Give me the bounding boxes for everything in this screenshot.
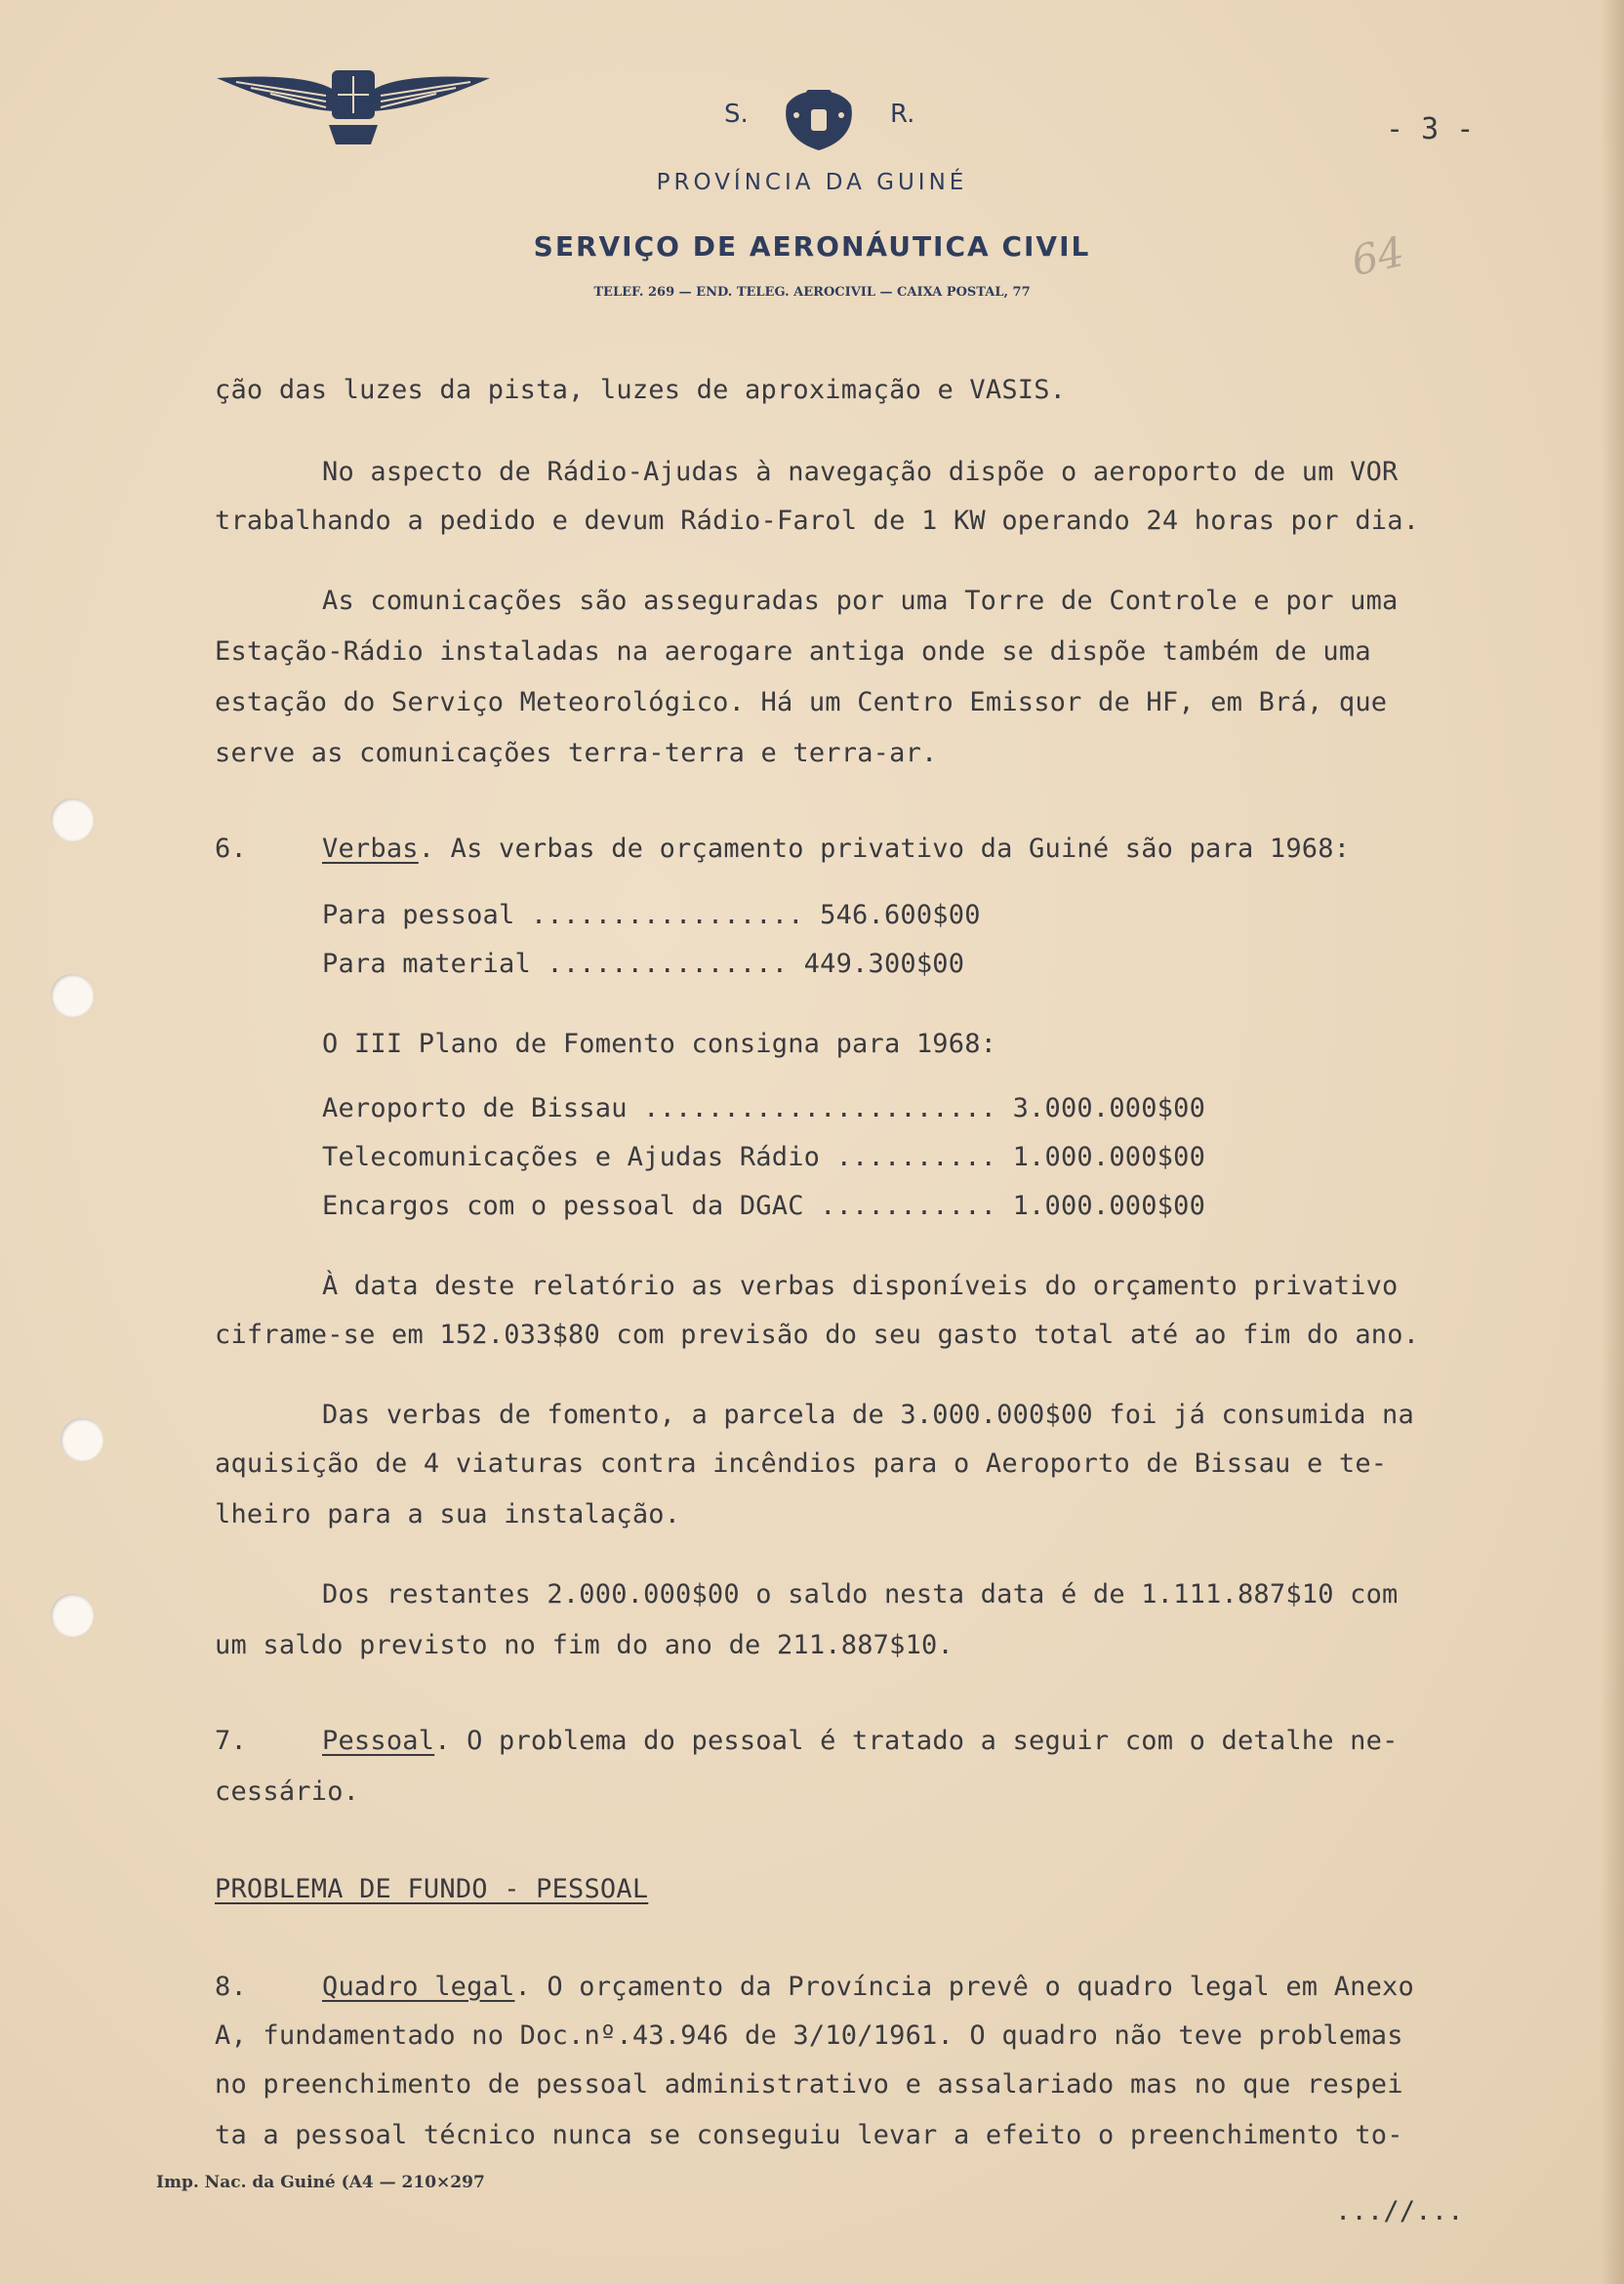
page-number: - 3 - — [1386, 112, 1475, 146]
plan-item: Encargos com o pessoal da DGAC ........... 1.000.000$00 — [322, 1191, 1206, 1221]
budget-item: Para material ............... 449.300$00 — [322, 949, 965, 979]
page-edge-shadow — [1601, 0, 1624, 2284]
body-line: No aspecto de Rádio-Ajudas à navegação dispõe o aeroporto de um VOR — [322, 457, 1399, 487]
section-7-heading — [322, 1726, 1399, 1756]
body-line: À data deste relatório as verbas disponíveis do orçamento privativo — [322, 1271, 1399, 1301]
section-number: 6. — [215, 834, 247, 864]
punch-hole — [61, 1418, 103, 1461]
printer-imprint: Imp. Nac. da Guiné (A4 — 210×297 — [156, 2173, 485, 2192]
body-line: ta a pessoal técnico nunca se conseguiu levar a efeito o preenchimento to- — [215, 2120, 1403, 2150]
continuation-mark: ...//... — [1335, 2196, 1464, 2226]
plan-item: Telecomunicações e Ajudas Rádio .......... 1.000.000$00 — [322, 1142, 1206, 1172]
body-line: lheiro para a sua instalação. — [215, 1499, 681, 1529]
handwritten-folio-number: 64 — [1347, 226, 1408, 286]
punch-hole — [51, 974, 94, 1017]
body-line: ciframe-se em 152.033$80 com previsão do seu gasto total até ao fim do ano. — [215, 1320, 1420, 1350]
plan-heading: O III Plano de Fomento consigna para 1968: — [322, 1029, 997, 1059]
section-title: Verbas — [322, 834, 419, 864]
header-sr-left: S. — [724, 100, 749, 129]
body-line: estação do Serviço Meteorológico. Há um Centro Emissor de HF, em Brá, que — [215, 687, 1388, 717]
header-sr-right: R. — [890, 100, 915, 129]
section-title: Pessoal — [322, 1726, 435, 1756]
budget-item: Para pessoal ................. 546.600$00 — [322, 900, 981, 930]
body-line: Das verbas de fomento, a parcela de 3.000.000$00 foi já consumida na — [322, 1400, 1414, 1430]
body-line: Estação-Rádio instaladas na aerogare antiga onde se dispõe também de uma — [215, 636, 1371, 667]
contact-line: TELEF. 269 — END. TELEG. AEROCIVIL — CAIXA POSTAL, 77 — [593, 285, 1031, 300]
punch-hole — [51, 798, 94, 841]
body-line: As comunicações são asseguradas por uma Torre de Controle e por uma — [322, 586, 1399, 616]
body-line: trabalhando a pedido e devum Rádio-Farol de 1 KW operando 24 horas por dia. — [215, 506, 1420, 536]
section-text: . O problema do pessoal é tratado a seguir com o detalhe ne- — [434, 1726, 1399, 1756]
section-title: Quadro legal — [322, 1972, 515, 2002]
body-line: no preenchimento de pessoal administrativo e assalariado mas no que respei — [215, 2069, 1403, 2100]
section-6-heading — [322, 834, 1350, 864]
body-line: cessário. — [215, 1776, 360, 1807]
plan-item: Aeroporto de Bissau ...................... 3.000.000$00 — [322, 1093, 1206, 1123]
province-title: PROVÍNCIA DA GUINÉ — [656, 170, 968, 195]
body-line: serve as comunicações terra-terra e terra-ar. — [215, 738, 938, 768]
body-line: Dos restantes 2.000.000$00 o saldo nesta data é de 1.111.887$10 com — [322, 1579, 1399, 1610]
service-title: SERVIÇO DE AERONÁUTICA CIVIL — [533, 230, 1091, 263]
coat-of-arms-icon — [777, 86, 861, 154]
aeronautics-wing-emblem — [217, 61, 490, 153]
body-line: um saldo previsto no fim do ano de 211.887$10. — [215, 1630, 954, 1660]
section-number: 7. — [215, 1726, 247, 1756]
problem-heading: PROBLEMA DE FUNDO - PESSOAL — [215, 1874, 649, 1904]
body-line: aquisição de 4 viaturas contra incêndios para o Aeroporto de Bissau e te- — [215, 1448, 1388, 1479]
section-number: 8. — [215, 1972, 247, 2002]
section-text: . O orçamento da Província prevê o quadro legal em Anexo — [514, 1972, 1414, 2002]
body-line: ção das luzes da pista, luzes de aproximação e VASIS. — [215, 375, 1067, 405]
body-line: A, fundamentado no Doc.nº.43.946 de 3/10/1961. O quadro não teve problemas — [215, 2020, 1403, 2051]
punch-hole — [51, 1594, 94, 1637]
section-8-heading — [322, 1972, 1414, 2002]
section-text: . As verbas de orçamento privativo da Guiné são para 1968: — [418, 834, 1351, 864]
